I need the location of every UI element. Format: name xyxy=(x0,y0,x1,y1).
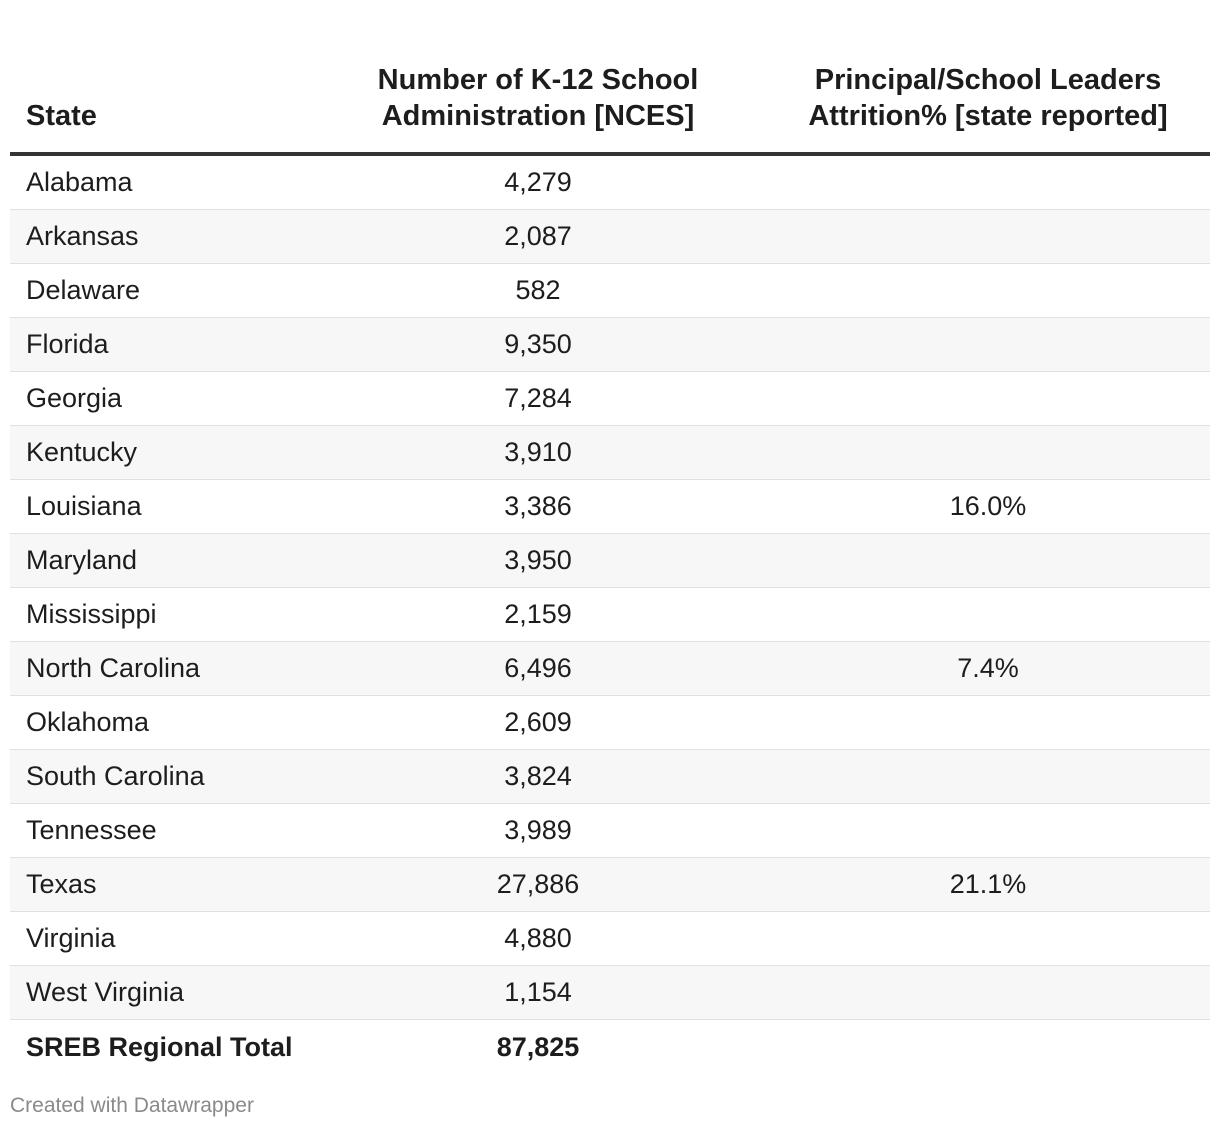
cell-admin-count: 3,950 xyxy=(310,534,766,588)
cell-state: Oklahoma xyxy=(10,696,310,750)
table-row xyxy=(10,696,1210,750)
table-row xyxy=(10,912,1210,966)
cell-attrition xyxy=(766,966,1210,1020)
cell-attrition xyxy=(766,696,1210,750)
cell-admin-count: 4,880 xyxy=(310,912,766,966)
cell-admin-count: 1,154 xyxy=(310,966,766,1020)
table-row xyxy=(10,480,1210,534)
table-row xyxy=(10,750,1210,804)
total-admin-count: 87,825 xyxy=(496,1031,580,1062)
cell-state: Maryland xyxy=(10,534,310,588)
cell-admin-count: 4,279 xyxy=(310,154,766,210)
cell-attrition xyxy=(766,372,1210,426)
cell-attrition xyxy=(766,210,1210,264)
cell-attrition xyxy=(766,588,1210,642)
column-header-attrition: Principal/School Leaders Attrition% [state reported] xyxy=(766,0,1210,154)
total-label: SREB Regional Total xyxy=(26,1031,293,1062)
cell-state: Florida xyxy=(10,318,310,372)
cell-state: Alabama xyxy=(10,154,310,210)
cell-attrition: 16.0% xyxy=(766,480,1210,534)
cell-attrition xyxy=(766,750,1210,804)
cell-admin-count: 6,496 xyxy=(310,642,766,696)
cell-attrition xyxy=(766,804,1210,858)
cell-admin-count: 7,284 xyxy=(310,372,766,426)
cell-state: Virginia xyxy=(10,912,310,966)
table-row xyxy=(10,154,1210,210)
table-row xyxy=(10,264,1210,318)
cell-state: Kentucky xyxy=(10,426,310,480)
cell-attrition xyxy=(766,426,1210,480)
cell-admin-count: 3,386 xyxy=(310,480,766,534)
data-table xyxy=(10,0,1210,1074)
cell-state: Mississippi xyxy=(10,588,310,642)
total-attrition xyxy=(766,1020,1210,1075)
cell-admin-count: 3,989 xyxy=(310,804,766,858)
cell-attrition: 21.1% xyxy=(766,858,1210,912)
cell-state: North Carolina xyxy=(10,642,310,696)
cell-state: Tennessee xyxy=(10,804,310,858)
cell-state: Delaware xyxy=(10,264,310,318)
total-row xyxy=(10,1020,1210,1075)
column-header-admin: Number of K-12 School Administration [NCES] xyxy=(310,0,766,154)
table-row xyxy=(10,804,1210,858)
cell-state: Georgia xyxy=(10,372,310,426)
table-row xyxy=(10,588,1210,642)
table-row xyxy=(10,318,1210,372)
cell-state: Texas xyxy=(10,858,310,912)
table-row xyxy=(10,858,1210,912)
cell-state: Arkansas xyxy=(10,210,310,264)
table-header xyxy=(10,0,1210,154)
cell-admin-count: 2,159 xyxy=(310,588,766,642)
cell-attrition: 7.4% xyxy=(766,642,1210,696)
cell-attrition xyxy=(766,912,1210,966)
cell-attrition xyxy=(766,534,1210,588)
table-row xyxy=(10,372,1210,426)
table-body xyxy=(10,154,1210,1074)
cell-admin-count: 9,350 xyxy=(310,318,766,372)
cell-admin-count: 3,910 xyxy=(310,426,766,480)
table-row xyxy=(10,210,1210,264)
header-row xyxy=(10,0,1210,154)
cell-state: West Virginia xyxy=(10,966,310,1020)
table-row xyxy=(10,426,1210,480)
data-table-container xyxy=(10,0,1210,1074)
cell-state: South Carolina xyxy=(10,750,310,804)
table-row xyxy=(10,534,1210,588)
cell-attrition xyxy=(766,154,1210,210)
cell-admin-count: 3,824 xyxy=(310,750,766,804)
cell-admin-count: 27,886 xyxy=(310,858,766,912)
table-row xyxy=(10,966,1210,1020)
table-row xyxy=(10,642,1210,696)
cell-state: Louisiana xyxy=(10,480,310,534)
cell-admin-count: 2,609 xyxy=(310,696,766,750)
datawrapper-credit: Created with Datawrapper xyxy=(10,1094,254,1117)
cell-attrition xyxy=(766,318,1210,372)
cell-admin-count: 582 xyxy=(310,264,766,318)
cell-admin-count: 2,087 xyxy=(310,210,766,264)
column-header-state: State xyxy=(10,0,310,154)
cell-attrition xyxy=(766,264,1210,318)
